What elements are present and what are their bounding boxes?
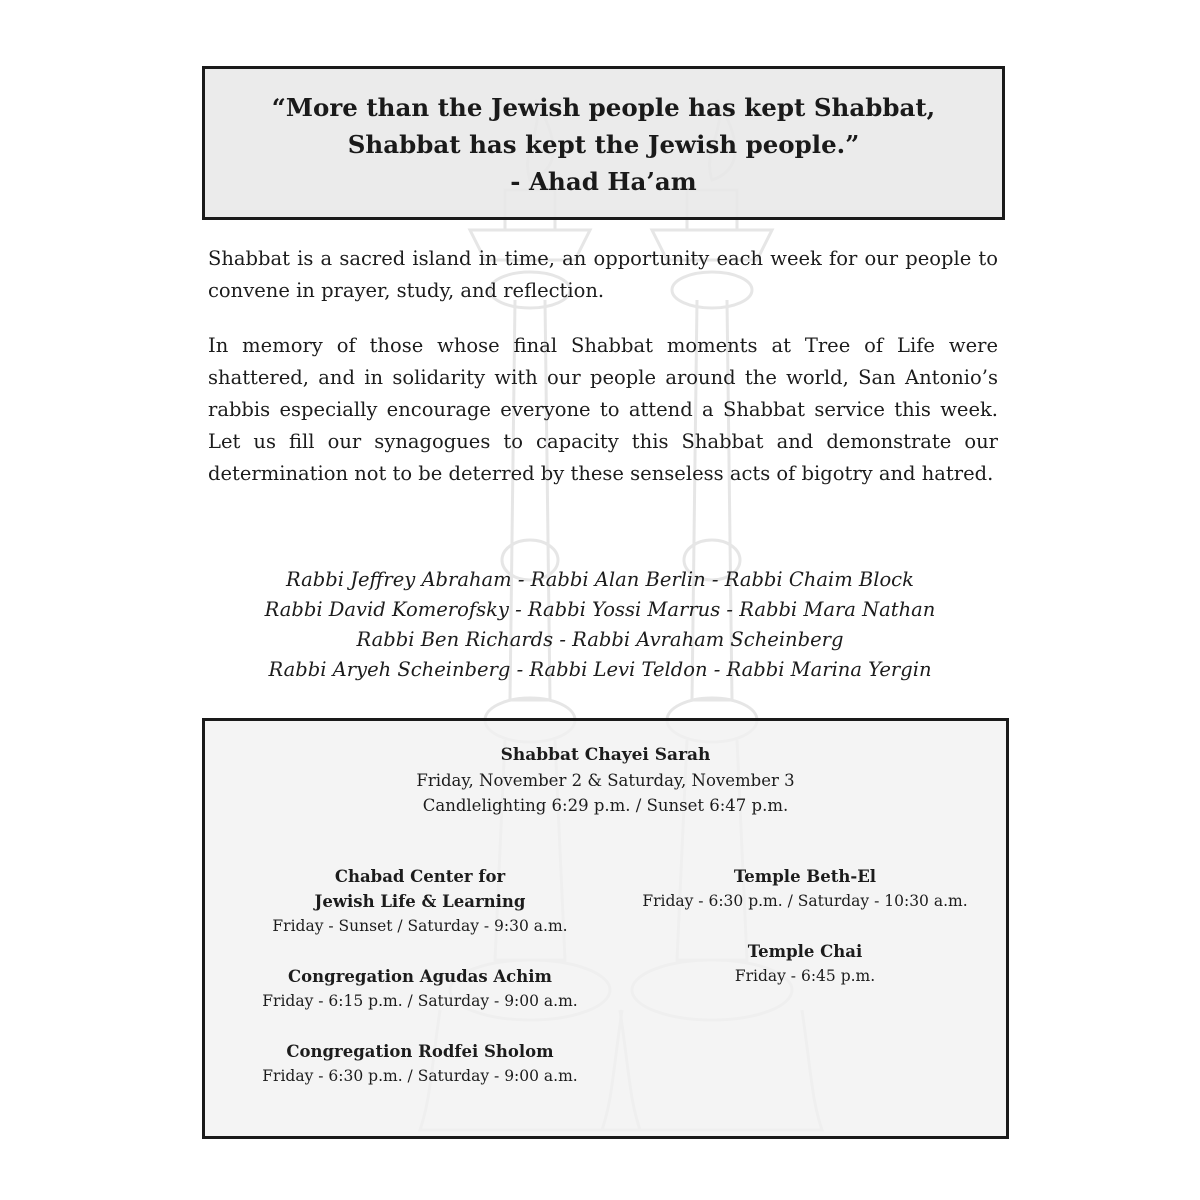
quote-attribution: - Ahad Ha’am — [510, 167, 697, 196]
rabbi-line: Rabbi Jeffrey Abraham - Rabbi Alan Berlin - Rabbi Chaim Block — [286, 568, 914, 591]
venues-left-column — [220, 864, 620, 1114]
venue-name: Temple Chai — [747, 942, 863, 961]
candlelighting-times: Candlelighting 6:29 p.m. / Sunset 6:47 p.m. — [422, 796, 789, 815]
venue-name: Congregation Agudas Achim — [288, 967, 552, 986]
venue-times: Friday - 6:30 p.m. / Saturday - 9:00 a.m. — [262, 1067, 578, 1085]
rabbi-line: Rabbi Ben Richards - Rabbi Avraham Scheinberg — [356, 628, 844, 651]
quote-line: “More than the Jewish people has kept Shabbat, — [271, 93, 936, 122]
venue-temple-beth-el — [605, 864, 1005, 914]
venue-times: Friday - Sunset / Saturday - 9:30 a.m. — [272, 917, 568, 935]
venue-temple-chai — [605, 939, 1005, 989]
shabbat-dates: Friday, November 2 & Saturday, November 3 — [416, 771, 795, 790]
venue-chabad — [220, 864, 620, 939]
service-header — [205, 743, 1006, 818]
venue-times: Friday - 6:45 p.m. — [734, 967, 876, 985]
quote-box — [202, 66, 1005, 220]
rabbi-line: Rabbi David Komerofsky - Rabbi Yossi Marrus - Rabbi Mara Nathan — [264, 598, 936, 621]
venue-name: Jewish Life & Learning — [314, 892, 526, 911]
memorial-paragraph: In memory of those whose final Shabbat moments at Tree of Life were shattered, and in solidarity with our people around the world, San Antonio’s rabbis especially encourage everyone to attend a Shabbat service this week. Let us fill our synagogues to capacity this Shabbat and demonstrate our determination not to be deterred by these senseless acts of bigotry and hatred. — [208, 334, 998, 485]
quote-line: Shabbat has kept the Jewish people.” — [347, 130, 860, 159]
venue-agudas-achim — [220, 964, 620, 1014]
venue-name: Congregation Rodfei Sholom — [286, 1042, 554, 1061]
intro-paragraph: Shabbat is a sacred island in time, an opportunity each week for our people to convene in prayer, study, and reflection. — [208, 247, 998, 302]
venues-right-column — [605, 864, 1005, 1014]
shabbat-title: Shabbat Chayei Sarah — [500, 745, 711, 765]
venue-times: Friday - 6:30 p.m. / Saturday - 10:30 a.m. — [642, 892, 968, 910]
rabbi-line: Rabbi Aryeh Scheinberg - Rabbi Levi Teldon - Rabbi Marina Yergin — [268, 658, 932, 681]
venue-name: Temple Beth-El — [733, 867, 877, 886]
venue-name: Chabad Center for — [334, 867, 506, 886]
venue-times: Friday - 6:15 p.m. / Saturday - 9:00 a.m. — [262, 992, 578, 1010]
service-times-box — [202, 718, 1009, 1139]
rabbis-list — [200, 565, 1000, 685]
venue-rodfei-sholom — [220, 1039, 620, 1089]
